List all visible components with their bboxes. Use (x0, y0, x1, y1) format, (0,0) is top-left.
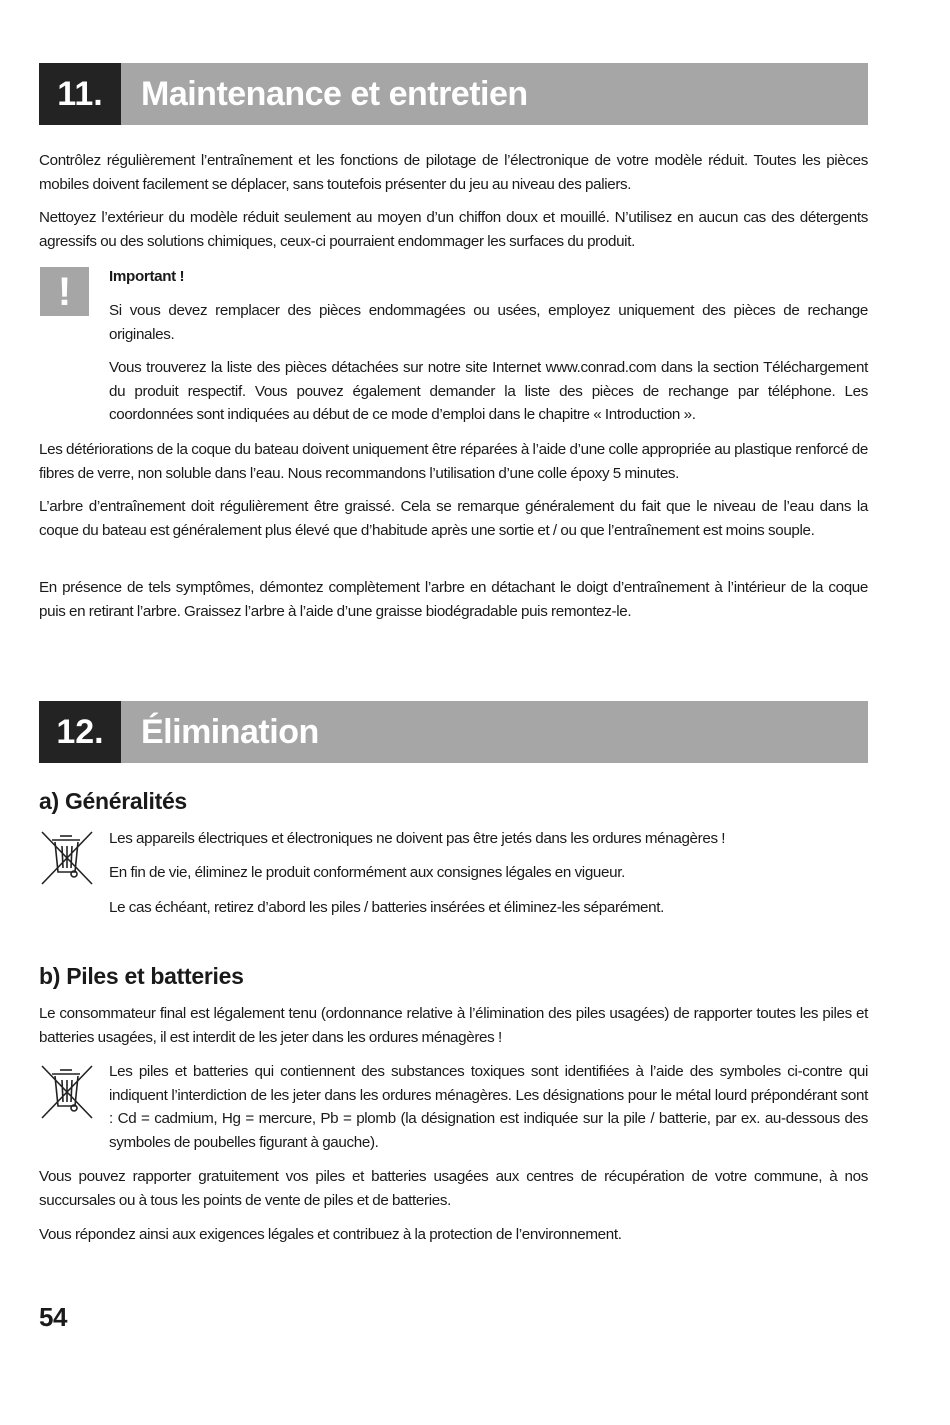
maintenance-paragraph: Nettoyez l’extérieur du modèle réduit seulement au moyen d’un chiffon doux et mouillé. N’utilisez en aucun cas des détergents agressifs ou des solutions chimiques, ceux-ci pourraient endommager les surfaces du produit. (39, 209, 868, 250)
important-paragraph: Vous trouverez la liste des pièces détachées sur notre site Internet www.conrad.com dans la section Téléchargement du produit respectif. Vous pouvez également demander la liste des pièces de rechange par téléphone. Les coordonnées sont indiquées au début de ce mode d’emploi dans le chapitre « Introduction ». (109, 359, 868, 423)
batteries-paragraph: Les piles et batteries qui contiennent des substances toxiques sont identifiées à l’aide des symboles ci-contre qui indiquent l’interdiction de les jeter dans les ordures ménagères. Les désignations pour le métal lourd prépondérant sont : Cd = cadmium, Hg = mercure, Pb = plomb (la désignation est indiquée sur la pile / batterie, par ex. au-dessous des symboles de poubelles figurant à gauche). (109, 1063, 868, 1151)
batteries-paragraph: Le consommateur final est légalement tenu (ordonnance relative à l’élimination des piles usagées) de rapporter toutes les piles et batteries usagées, il est interdit de les jeter dans les ordures ménagères ! (39, 1005, 868, 1046)
maintenance-paragraph: Les détériorations de la coque du bateau doivent uniquement être réparées à l’aide d’une colle appropriée au plastique renforcé de fibres de verre, non soluble dans l’eau. Nous recommandons l’utilisation d’une colle époxy 5 minutes. (39, 441, 868, 482)
crossed-out-bin-icon (40, 830, 94, 886)
section-number: 12. (39, 701, 121, 763)
important-paragraph: Si vous devez remplacer des pièces endommagées ou usées, employez uniquement des pièces de rechange originales. (109, 302, 868, 343)
section-title: Maintenance et entretien (141, 75, 528, 113)
important-label: Important ! (109, 268, 185, 285)
subheading-general: a) Généralités (39, 788, 187, 814)
subheading-batteries: b) Piles et batteries (39, 963, 244, 989)
section-title: Élimination (141, 713, 319, 751)
general-paragraph: Le cas échéant, retirez d’abord les piles / batteries insérées et éliminez-les séparément. (109, 899, 664, 916)
crossed-out-bin-icon (40, 1064, 94, 1120)
general-paragraph: Les appareils électriques et électroniques ne doivent pas être jetés dans les ordures ménagères ! (109, 830, 726, 847)
exclamation-icon: ! (40, 267, 89, 316)
section-11-header (39, 63, 868, 125)
batteries-paragraph: Vous pouvez rapporter gratuitement vos piles et batteries usagées aux centres de récupération de votre commune, à nos succursales ou à tous les points de vente de piles et de batteries. (39, 1168, 868, 1209)
page-number: 54 (39, 1302, 67, 1332)
maintenance-paragraph: En présence de tels symptômes, démontez complètement l’arbre en détachant le doigt d’entraînement à l’intérieur de la coque puis en retirant l’arbre. Graissez l’arbre à l’aide d’une graisse biodégradable puis remontez-le. (39, 579, 868, 620)
maintenance-paragraph: Contrôlez régulièrement l’entraînement et les fonctions de pilotage de l’électronique de votre modèle réduit. Toutes les pièces mobiles doivent facilement se déplacer, sans toutefois présenter du jeu au niveau des paliers. (39, 152, 868, 193)
maintenance-paragraph: L’arbre d’entraînement doit régulièrement être graissé. Cela se remarque généralement du fait que le niveau de l’eau dans la coque du bateau est généralement plus élevé que d’habitude après une sortie et / ou que l’entraînement est moins souple. (39, 498, 868, 539)
batteries-paragraph: Vous répondez ainsi aux exigences légales et contribuez à la protection de l’environnement. (39, 1226, 622, 1243)
general-paragraph: En fin de vie, éliminez le produit conformément aux consignes légales en vigueur. (109, 864, 625, 881)
section-number: 11. (39, 63, 121, 125)
section-12-header (39, 701, 868, 763)
